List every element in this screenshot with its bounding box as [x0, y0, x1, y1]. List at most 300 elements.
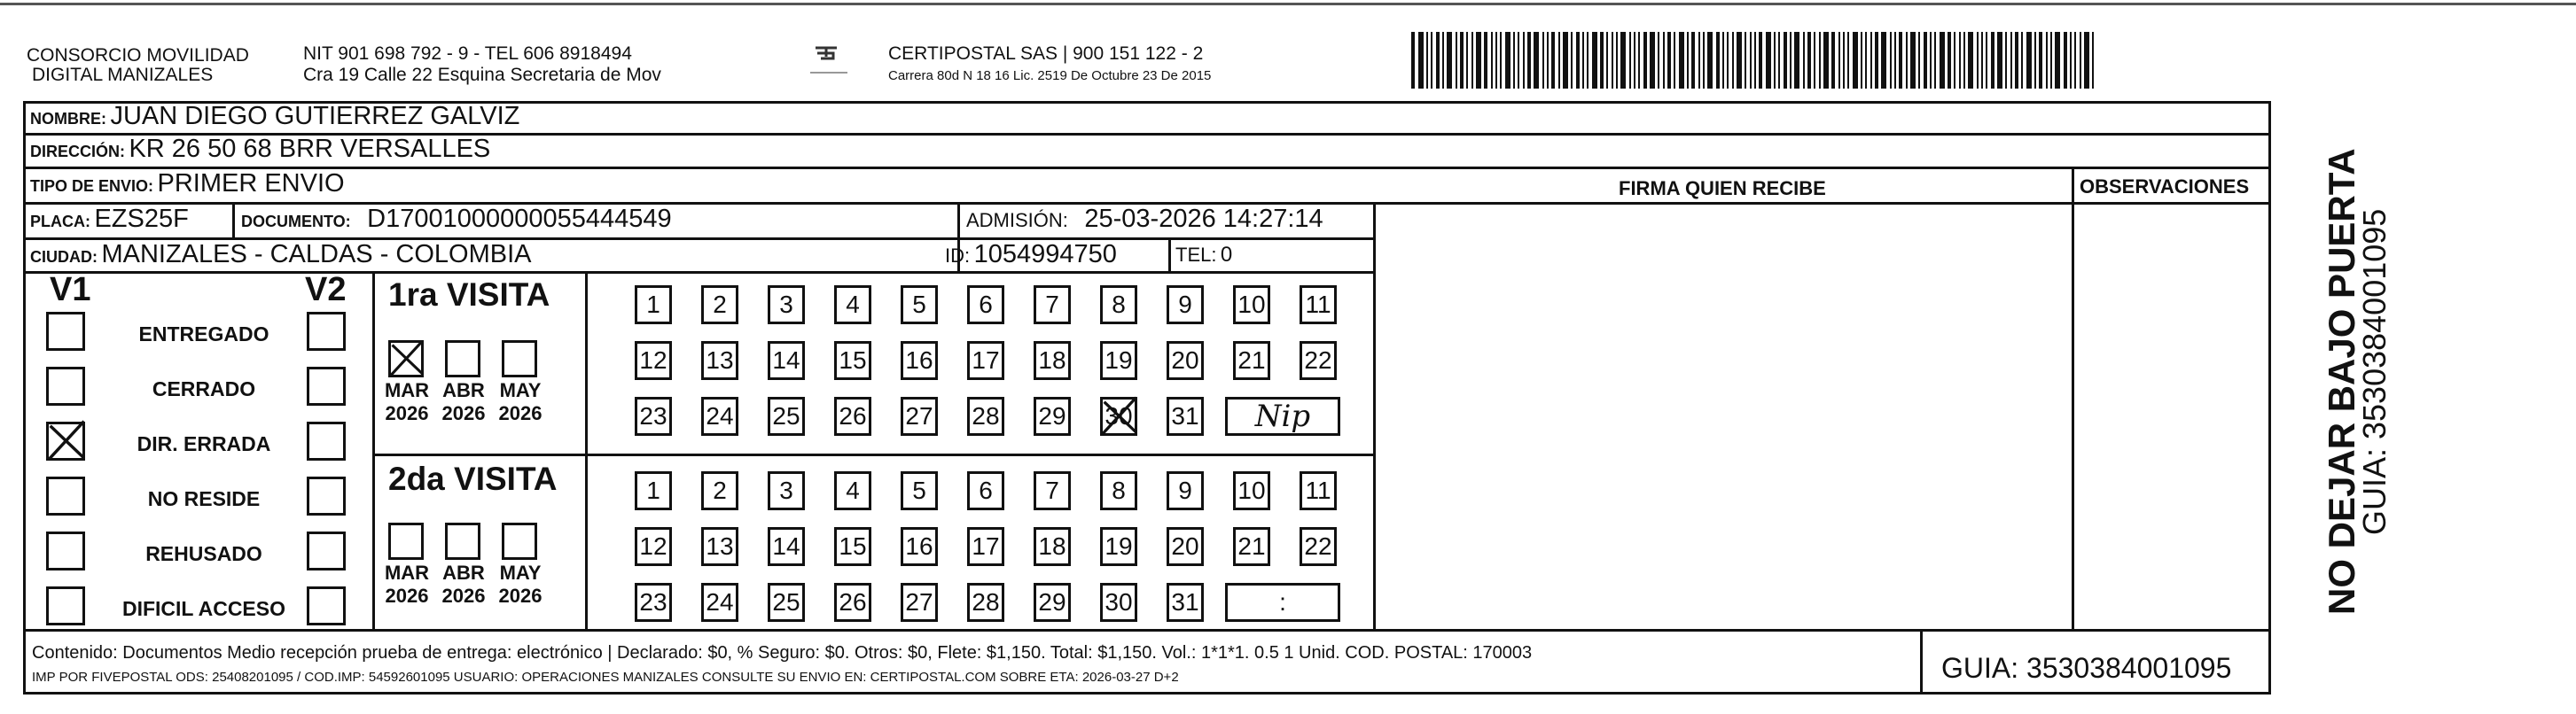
- v2-checkbox[interactable]: [307, 312, 346, 351]
- barcode-bar: [1638, 32, 1640, 89]
- v1-checkbox[interactable]: [46, 422, 85, 461]
- day-number: 27: [905, 402, 933, 430]
- day-number: 2: [713, 291, 727, 318]
- barcode-bar: [1629, 32, 1631, 89]
- barcode-bar: [2092, 32, 2094, 89]
- direccion-label: DIRECCIÓN:: [30, 143, 125, 160]
- day-cell[interactable]: [1167, 285, 1204, 324]
- visit-year-label: 2026: [498, 402, 543, 424]
- day-number: 14: [772, 532, 800, 560]
- barcode-bar: [2084, 32, 2089, 89]
- day-number: 25: [772, 402, 800, 430]
- barcode-bar: [1505, 32, 1510, 89]
- tel-value: 0: [1220, 243, 1233, 267]
- company-address: Cra 19 Calle 22 Esquina Secretaria de Mov: [303, 65, 661, 85]
- ciudad-row: [30, 241, 532, 268]
- documento-label: DOCUMENTO:: [241, 213, 351, 230]
- day-number: 11: [1305, 477, 1331, 504]
- day-cell[interactable]: [901, 471, 938, 510]
- day-cell[interactable]: [768, 471, 805, 510]
- day-number: 9: [1178, 477, 1192, 504]
- barcode-bar: [1547, 32, 1549, 89]
- day-cell[interactable]: [1100, 397, 1137, 436]
- direccion-value: KR 26 50 68 BRR VERSALLES: [129, 135, 491, 163]
- status-option-label: CERRADO: [152, 377, 256, 400]
- day-number: 23: [639, 402, 667, 430]
- barcode-bar: [1934, 32, 1936, 89]
- day-number: 28: [972, 588, 1000, 616]
- barcode-bar: [1466, 32, 1468, 89]
- visit-month-label: ABR: [442, 562, 485, 584]
- barcode-bar: [1794, 32, 1799, 89]
- carrier-address: Carrera 80d N 18 16 Lic. 2519 De Octubre 23 De 2015: [888, 68, 1212, 83]
- day-cell[interactable]: [1300, 471, 1337, 510]
- barcode-bar: [1881, 32, 1886, 89]
- barcode-bar: [1807, 32, 1811, 89]
- day-cell[interactable]: [768, 527, 805, 566]
- v2-checkbox[interactable]: [307, 532, 346, 570]
- row-divider: [23, 167, 2271, 169]
- day-number: 24: [706, 402, 734, 430]
- day-cell[interactable]: [901, 583, 938, 622]
- day-cell[interactable]: [967, 527, 1004, 566]
- nombre-label: NOMBRE:: [30, 110, 106, 128]
- day-cell[interactable]: [967, 471, 1004, 510]
- day-number: 12: [639, 346, 667, 374]
- day-number: 15: [839, 346, 867, 374]
- barcode-bar: [1963, 32, 1965, 89]
- barcode-bar: [1940, 32, 1945, 89]
- day-cell[interactable]: [635, 471, 672, 510]
- visit-time-box[interactable]: [1225, 397, 1340, 436]
- day-cell[interactable]: [768, 583, 805, 622]
- day-number: 28: [972, 402, 1000, 430]
- barcode-bar: [1930, 32, 1932, 89]
- col-divider: [585, 271, 588, 631]
- barcode-bar: [1750, 32, 1752, 89]
- day-cell[interactable]: [834, 471, 871, 510]
- barcode-bar: [1620, 32, 1626, 89]
- day-cell[interactable]: [701, 583, 738, 622]
- barcode-bar: [1643, 32, 1647, 89]
- barcode-bar: [1679, 32, 1684, 89]
- day-cell[interactable]: [1100, 583, 1137, 622]
- barcode-bar: [1986, 32, 1987, 89]
- day-cell[interactable]: [635, 583, 672, 622]
- barcode-bar: [1865, 32, 1867, 89]
- row-divider: [372, 454, 1376, 456]
- barcode-bar: [1906, 32, 1908, 89]
- day-cell[interactable]: [1034, 285, 1071, 324]
- barcode-bar: [1997, 32, 2002, 89]
- col-divider: [372, 271, 375, 631]
- barcode-bar: [2046, 32, 2048, 89]
- row-divider: [23, 629, 2271, 632]
- admision-row: [966, 206, 1323, 232]
- visit-month-checkbox[interactable]: [388, 523, 424, 560]
- barcode-bar: [1460, 32, 1464, 89]
- barcode-bar: [1495, 32, 1497, 89]
- barcode-bar: [1823, 32, 1829, 89]
- barcode-bar: [1571, 32, 1573, 89]
- carrier-name: CERTIPOSTAL SAS | 900 151 122 - 2: [888, 43, 1204, 64]
- barcode-bar: [1968, 32, 1973, 89]
- day-number: 3: [779, 291, 793, 318]
- barcode-bar: [1606, 32, 1608, 89]
- barcode-bar: [1870, 32, 1872, 89]
- barcode-bar: [1418, 32, 1424, 89]
- day-number: 17: [972, 346, 1000, 374]
- guia-box-label: GUIA: 3530384001095: [1941, 652, 2232, 684]
- day-number: 19: [1105, 532, 1133, 560]
- v1-checkbox[interactable]: [46, 367, 85, 406]
- day-cell[interactable]: [1233, 285, 1270, 324]
- visit-month-checkbox[interactable]: [388, 340, 424, 377]
- barcode-bar: [1722, 32, 1724, 89]
- barcode-bar: [1861, 32, 1862, 89]
- day-cell[interactable]: [1167, 397, 1204, 436]
- day-number: 6: [979, 291, 993, 318]
- barcode-bar: [1831, 32, 1835, 89]
- day-number: 3: [779, 477, 793, 504]
- barcode-bar: [1737, 32, 1742, 89]
- day-cell[interactable]: [768, 397, 805, 436]
- day-number: 1: [646, 291, 660, 318]
- barcode-bar: [1814, 32, 1815, 89]
- barcode-bar: [1890, 32, 1892, 89]
- day-number: 19: [1105, 346, 1133, 374]
- day-cell[interactable]: [1300, 341, 1337, 380]
- day-number: 23: [639, 588, 667, 616]
- ciudad-label: CIUDAD:: [30, 248, 98, 266]
- barcode-bar: [1727, 32, 1729, 89]
- day-cell[interactable]: [635, 285, 672, 324]
- v1-checkbox[interactable]: [46, 586, 85, 625]
- barcode-bar: [1658, 32, 1659, 89]
- day-cell[interactable]: [834, 397, 871, 436]
- barcode-bar: [1707, 32, 1713, 89]
- day-cell[interactable]: [967, 397, 1004, 436]
- day-cell[interactable]: [901, 527, 938, 566]
- status-option-label: NO RESIDE: [147, 487, 261, 510]
- barcode-bar: [1431, 32, 1432, 89]
- barcode-bar: [1910, 32, 1916, 89]
- visit-month-checkbox[interactable]: [502, 523, 537, 560]
- day-number: 10: [1237, 477, 1266, 504]
- day-cell[interactable]: [1100, 527, 1137, 566]
- barcode-bar: [1582, 32, 1584, 89]
- day-number: 1: [646, 477, 660, 504]
- barcode-bar: [2070, 32, 2072, 89]
- day-cell[interactable]: [1100, 471, 1137, 510]
- day-number: 22: [1304, 532, 1332, 560]
- day-cell[interactable]: [635, 397, 672, 436]
- barcode-bar: [2055, 32, 2060, 89]
- day-cell[interactable]: [701, 285, 738, 324]
- nombre-row: [30, 103, 519, 129]
- day-number: 21: [1237, 346, 1266, 374]
- v1-checkbox[interactable]: [46, 312, 85, 351]
- carrier-logo-icon: [807, 43, 851, 81]
- barcode-bar: [1616, 32, 1618, 89]
- company-name-line1: CONSORCIO MOVILIDAD: [27, 45, 249, 66]
- id-value: 1054994750: [973, 240, 1117, 268]
- day-cell[interactable]: [1034, 527, 1071, 566]
- barcode-bar: [2039, 32, 2042, 89]
- v1-checkbox[interactable]: [46, 477, 85, 516]
- day-cell[interactable]: [901, 341, 938, 380]
- footer-content-line: Contenido: Documentos Medio recepción prueba de entrega: electrónico | Declarado: $0, % Seguro: $0. Otros: $0, Flete: $1,150. Total: $1,150. Vol.: 1*1*1. 0.5 1 Unid. COD. POSTAL: 170003: [32, 643, 1533, 663]
- placa-label: PLACA:: [30, 213, 90, 230]
- barcode-bar: [2005, 32, 2007, 89]
- day-number: 20: [1171, 532, 1199, 560]
- barcode-bar: [1732, 32, 1734, 89]
- barcode-bar: [1542, 32, 1544, 89]
- barcode-bar: [1527, 32, 1531, 89]
- day-number: 7: [1045, 291, 1059, 318]
- admision-label: ADMISIÓN:: [966, 209, 1068, 231]
- day-number: 5: [912, 291, 926, 318]
- day-number: 20: [1171, 346, 1199, 374]
- barcode-bar: [1924, 32, 1927, 89]
- id-label: ID:: [945, 244, 971, 267]
- visit-year-label: 2026: [441, 402, 486, 424]
- day-cell[interactable]: [701, 471, 738, 510]
- day-number: 6: [979, 477, 993, 504]
- day-number: 12: [639, 532, 667, 560]
- barcode-bar: [1766, 32, 1771, 89]
- col-divider: [1920, 629, 1923, 695]
- day-number: 18: [1038, 532, 1066, 560]
- tel-label: TEL:: [1175, 244, 1217, 266]
- day-cell[interactable]: [635, 527, 672, 566]
- nombre-value: JUAN DIEGO GUTIERREZ GALVIZ: [110, 102, 520, 130]
- barcode-bar: [1592, 32, 1597, 89]
- day-number: 5: [912, 477, 926, 504]
- placa-value: EZS25F: [94, 205, 189, 233]
- barcode-bar: [1698, 32, 1700, 89]
- day-cell[interactable]: [1034, 583, 1071, 622]
- day-cell[interactable]: [768, 285, 805, 324]
- day-number: 15: [839, 532, 867, 560]
- day-cell[interactable]: [834, 285, 871, 324]
- tipo-value: PRIMER ENVIO: [157, 169, 345, 198]
- day-cell[interactable]: [967, 341, 1004, 380]
- barcode: [1411, 32, 2103, 89]
- barcode-bar: [1691, 32, 1695, 89]
- barcode-bar: [2034, 32, 2036, 89]
- side-vertical-text: [2276, 101, 2393, 615]
- barcode-bar: [1819, 32, 1821, 89]
- day-number: 4: [846, 291, 860, 318]
- barcode-bar: [2026, 32, 2032, 89]
- day-number: 13: [706, 532, 734, 560]
- day-cell[interactable]: [1300, 527, 1337, 566]
- v2-checkbox[interactable]: [307, 422, 346, 461]
- day-cell[interactable]: [1300, 285, 1337, 324]
- first-visit-title: 1ra VISITA: [388, 276, 550, 313]
- barcode-bar: [1551, 32, 1555, 89]
- barcode-bar: [1918, 32, 1920, 89]
- day-cell[interactable]: [1034, 397, 1071, 436]
- barcode-bar: [1442, 32, 1444, 89]
- day-number: 30: [1105, 402, 1133, 430]
- visit-month-label: MAR: [384, 379, 430, 401]
- visit-year-label: 2026: [441, 585, 486, 607]
- day-number: 18: [1038, 346, 1066, 374]
- v2-checkbox[interactable]: [307, 367, 346, 406]
- company-nit: NIT 901 698 792 - 9 - TEL 606 8918494: [303, 43, 632, 64]
- visit-month-checkbox[interactable]: [445, 340, 480, 377]
- observations-area[interactable]: [2074, 205, 2269, 629]
- v1-label: V1: [50, 271, 91, 308]
- placa-row: [30, 206, 189, 232]
- day-cell[interactable]: [967, 285, 1004, 324]
- day-number: 16: [905, 346, 933, 374]
- day-cell[interactable]: [901, 397, 938, 436]
- day-number: 2: [713, 477, 727, 504]
- tel-row: [1175, 243, 1232, 268]
- day-cell[interactable]: [1233, 471, 1270, 510]
- barcode-bar: [1534, 32, 1539, 89]
- day-cell[interactable]: [901, 285, 938, 324]
- day-cell[interactable]: [1167, 471, 1204, 510]
- barcode-bar: [1576, 32, 1580, 89]
- day-cell[interactable]: [1100, 341, 1137, 380]
- visit-year-label: 2026: [498, 585, 543, 607]
- barcode-bar: [1754, 32, 1756, 89]
- no-dejar-bajo-puerta-label: NO DEJAR BAJO PUERTA: [2321, 148, 2362, 615]
- day-number: 7: [1045, 477, 1059, 504]
- barcode-bar: [1612, 32, 1613, 89]
- day-number: 27: [905, 588, 933, 616]
- day-number: 29: [1038, 588, 1066, 616]
- status-option-label: DIR. ERRADA: [137, 432, 271, 455]
- barcode-bar: [1716, 32, 1720, 89]
- visit-month-label: ABR: [442, 379, 485, 401]
- barcode-bar: [1500, 32, 1502, 89]
- day-number: 9: [1178, 291, 1192, 318]
- day-cell[interactable]: [701, 527, 738, 566]
- barcode-bar: [1899, 32, 1902, 89]
- barcode-bar: [1563, 32, 1568, 89]
- day-number: 14: [772, 346, 800, 374]
- day-cell[interactable]: [635, 341, 672, 380]
- barcode-bar: [1784, 32, 1787, 89]
- day-cell[interactable]: [1100, 285, 1137, 324]
- second-visit-title: 2da VISITA: [388, 461, 558, 497]
- day-number: 11: [1305, 291, 1331, 318]
- barcode-bar: [1774, 32, 1776, 89]
- top-edge-line: [0, 3, 2576, 5]
- barcode-bar: [2021, 32, 2023, 89]
- barcode-bar: [1523, 32, 1525, 89]
- tipo-label: TIPO DE ENVIO:: [30, 177, 154, 195]
- barcode-bar: [1843, 32, 1845, 89]
- day-number: 13: [706, 346, 734, 374]
- barcode-bar: [1456, 32, 1457, 89]
- day-cell[interactable]: [834, 341, 871, 380]
- visit-month-checkbox[interactable]: [502, 340, 537, 377]
- barcode-bar: [1447, 32, 1452, 89]
- visit-time-separator: :: [1279, 588, 1286, 616]
- visit-year-label: 2026: [385, 585, 429, 607]
- visit-year-label: 2026: [385, 402, 429, 424]
- documento-value: D17001000000055444549: [367, 205, 672, 233]
- barcode-bar: [2015, 32, 2018, 89]
- visit-handwritten-note: Nip: [1254, 399, 1311, 434]
- visit-month-label: MAR: [384, 562, 430, 584]
- visit-month-checkbox[interactable]: [445, 523, 480, 560]
- barcode-bar: [1491, 32, 1493, 89]
- barcode-bar: [1847, 32, 1849, 89]
- barcode-bar: [1484, 32, 1487, 89]
- barcode-bar: [1759, 32, 1762, 89]
- day-cell[interactable]: [1233, 341, 1270, 380]
- barcode-bar: [1703, 32, 1705, 89]
- day-number: 22: [1304, 346, 1332, 374]
- day-number: 31: [1171, 402, 1199, 430]
- barcode-bar: [1558, 32, 1560, 89]
- barcode-bar: [1426, 32, 1428, 89]
- barcode-bar: [1853, 32, 1858, 89]
- day-cell[interactable]: [1167, 341, 1204, 380]
- tipo-row: [30, 170, 345, 197]
- day-cell[interactable]: [1034, 471, 1071, 510]
- day-cell[interactable]: [1034, 341, 1071, 380]
- visit-time-box[interactable]: [1225, 583, 1340, 622]
- day-number: 29: [1038, 402, 1066, 430]
- barcode-bar: [1790, 32, 1791, 89]
- v2-checkbox[interactable]: [307, 477, 346, 516]
- barcode-bar: [1687, 32, 1689, 89]
- barcode-bar: [2064, 32, 2067, 89]
- barcode-bar: [1667, 32, 1671, 89]
- direccion-row: [30, 136, 490, 162]
- day-cell[interactable]: [1167, 583, 1204, 622]
- barcode-bar: [1587, 32, 1589, 89]
- day-cell[interactable]: [1167, 527, 1204, 566]
- col-divider: [1168, 237, 1171, 273]
- v1-checkbox[interactable]: [46, 532, 85, 570]
- company-name-line2: DIGITAL MANIZALES: [32, 65, 214, 85]
- barcode-bar: [1894, 32, 1896, 89]
- v2-checkbox[interactable]: [307, 586, 346, 625]
- barcode-bar: [1745, 32, 1746, 89]
- barcode-bar: [2050, 32, 2052, 89]
- signature-area[interactable]: [1376, 205, 2072, 629]
- day-cell[interactable]: [701, 397, 738, 436]
- day-number: 4: [846, 477, 860, 504]
- footer-print-line: IMP POR FIVEPOSTAL ODS: 25408201095 / COD.IMP: 54592601095 USUARIO: OPERACIONES MANIZALES CONSULTE SU ENVIO EN: CERTIPOSTAL.COM SOBRE ETA: 2026-03-27 D+2: [32, 670, 1179, 685]
- barcode-bar: [1981, 32, 1983, 89]
- barcode-bar: [1436, 32, 1440, 89]
- barcode-bar: [1471, 32, 1473, 89]
- day-number: 26: [839, 402, 867, 430]
- v2-label: V2: [305, 271, 347, 308]
- day-cell[interactable]: [1233, 527, 1270, 566]
- status-option-label: REHUSADO: [145, 542, 262, 565]
- day-number: 31: [1171, 588, 1199, 616]
- day-cell[interactable]: [967, 583, 1004, 622]
- day-cell[interactable]: [834, 527, 871, 566]
- day-cell[interactable]: [701, 341, 738, 380]
- barcode-bar: [1518, 32, 1519, 89]
- barcode-bar: [1959, 32, 1961, 89]
- day-cell[interactable]: [834, 583, 871, 622]
- day-cell[interactable]: [768, 341, 805, 380]
- barcode-bar: [1875, 32, 1878, 89]
